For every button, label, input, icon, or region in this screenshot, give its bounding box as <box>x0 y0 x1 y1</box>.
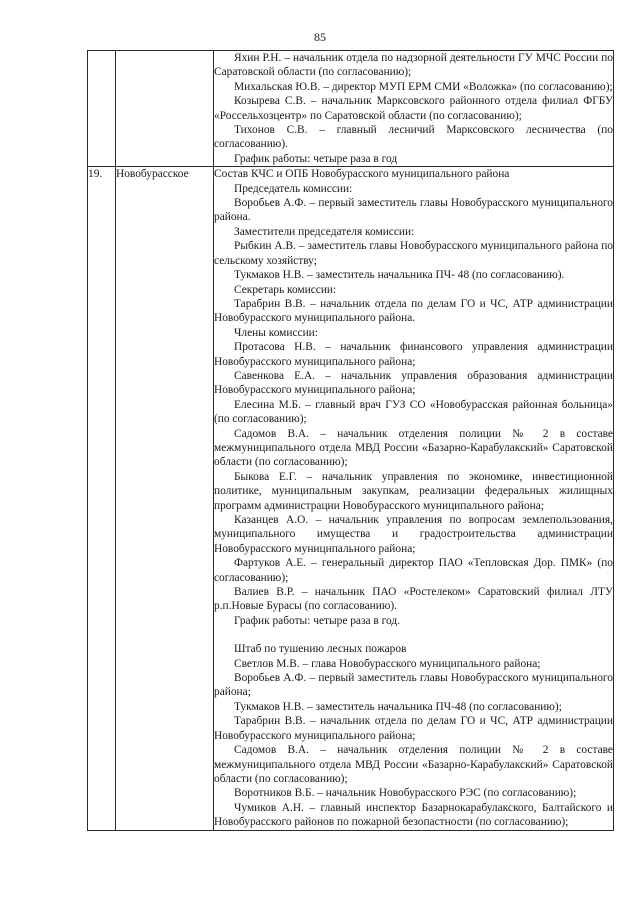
row-number-cell: 19. <box>88 167 116 830</box>
text-line: Воробьев А.Ф. – первый заместитель главы Новобурасского муниципального района; <box>214 672 613 699</box>
text-line: Тарабрин В.В. – начальник отдела по делам ГО и ЧС, АТР администрации Новобурасского муниципального района. <box>214 297 613 325</box>
text-line: Председатель комиссии: <box>234 182 353 195</box>
text-line: Тукмаков Н.В. – заместитель начальника ПЧ-48 (по согласованию); <box>234 700 562 713</box>
page-number: 85 <box>314 30 326 44</box>
table-row <box>88 167 614 830</box>
text-line: Члены комиссии: <box>234 326 318 339</box>
text-line: Светлов М.В. – глава Новобурасского муниципального района; <box>234 657 541 670</box>
district-cell <box>116 51 214 167</box>
text-line: Протасова Н.В. – начальник финансового управления администрации Новобурасского муниципального района; <box>214 341 613 368</box>
text-line: Валиев В.Р. – начальник ПАО «Ростелеком» Саратовский филиал ЛТУ р.п.Новые Бурасы (по согласованию). <box>214 586 613 613</box>
text-line: Яхин Р.Н. – начальник отдела по надзорной деятельности ГУ МЧС России по Саратовской области (по согласованию); <box>214 52 613 79</box>
text-line: Состав КЧС и ОПБ Новобурасского муниципального района <box>214 168 510 181</box>
text-line: Елесина М.Б. – главный врач ГУЗ СО «Новобурасская районная больница» (по согласованию); <box>214 398 613 426</box>
text-line: График работы: четыре раза в год <box>234 152 398 165</box>
text-line: Рыбкин А.В. – заместитель главы Новобурасского муниципального района по сельскому хозяйству; <box>214 240 613 267</box>
text-line: Быкова Е.Г. – начальник управления по экономике, инвестиционной политике, муниципальным закупкам, реализации федеральных жилищных программ администрации Новобурасского муниципального района; <box>214 470 613 512</box>
text-line: Михальская Ю.В. – директор МУП ЕРМ СМИ «Воложка» (по согласованию); <box>234 80 613 93</box>
text-line: Козырева С.В. – начальник Марксовского районного отдела филиал ФГБУ «Россельхозцентр» по Саратовской области (по согласованию); <box>214 95 613 122</box>
text-line: Савенкова Е.А. – начальник управления образования администрации Новобурасского муниципального района; <box>214 369 613 397</box>
composition-cell <box>214 167 614 830</box>
text-line: Казанцев А.О. – начальник управления по вопросам землепользования, муниципального имущества и градостроительства администрации Новобурасского муниципального района; <box>214 514 613 555</box>
text-line: Садомов В.А. – начальник отделения полиции № 2 в составе межмуниципального отдела МВД России «Базарно-Карабулакский» Саратовской области (по согласованию); <box>214 744 613 785</box>
text-line: Секретарь комиссии: <box>234 283 337 296</box>
table-row <box>88 51 614 167</box>
text-line: Тукмаков Н.В. – заместитель начальника ПЧ- 48 (по согласованию). <box>234 269 565 282</box>
text-line: Заместители председателя комиссии: <box>234 225 415 238</box>
text-line: Воротников В.Б. – начальник Новобурасского РЭС (по согласованию); <box>234 787 577 800</box>
commission-table <box>87 50 614 831</box>
text-line: Воробьев А.Ф. – первый заместитель главы Новобурасского муниципального района. <box>214 197 613 224</box>
row-number-cell <box>88 51 116 167</box>
text-line: Тарабрин В.В. – начальник отдела по делам ГО и ЧС, АТР администрации Новобурасского муниципального района; <box>214 715 613 742</box>
text-line: Садомов В.А. – начальник отделения полиции № 2 в составе межмуниципального отдела МВД России «Базарно-Карабулакский» Саратовской области (по согласованию); <box>214 427 613 469</box>
composition-cell <box>214 51 614 167</box>
text-line: График работы: четыре раза в год. <box>234 614 401 627</box>
text-line: Тихонов С.В. – главный лесничий Марксовского лесничества (по согласованию). <box>214 124 613 151</box>
district-cell: Новобурасское <box>116 167 214 830</box>
text-line: Фартуков А.Е. – генеральный директор ПАО «Тепловская Дор. ПМК» (по согласованию); <box>214 557 613 584</box>
text-line: Штаб по тушению лесных пожаров <box>234 643 407 656</box>
text-line: Чумиков А.Н. – главный инспектор Базарнокарабулакского, Балтайского и Новобурасского районов по пожарной безопастности (по согласованию); <box>214 801 613 829</box>
